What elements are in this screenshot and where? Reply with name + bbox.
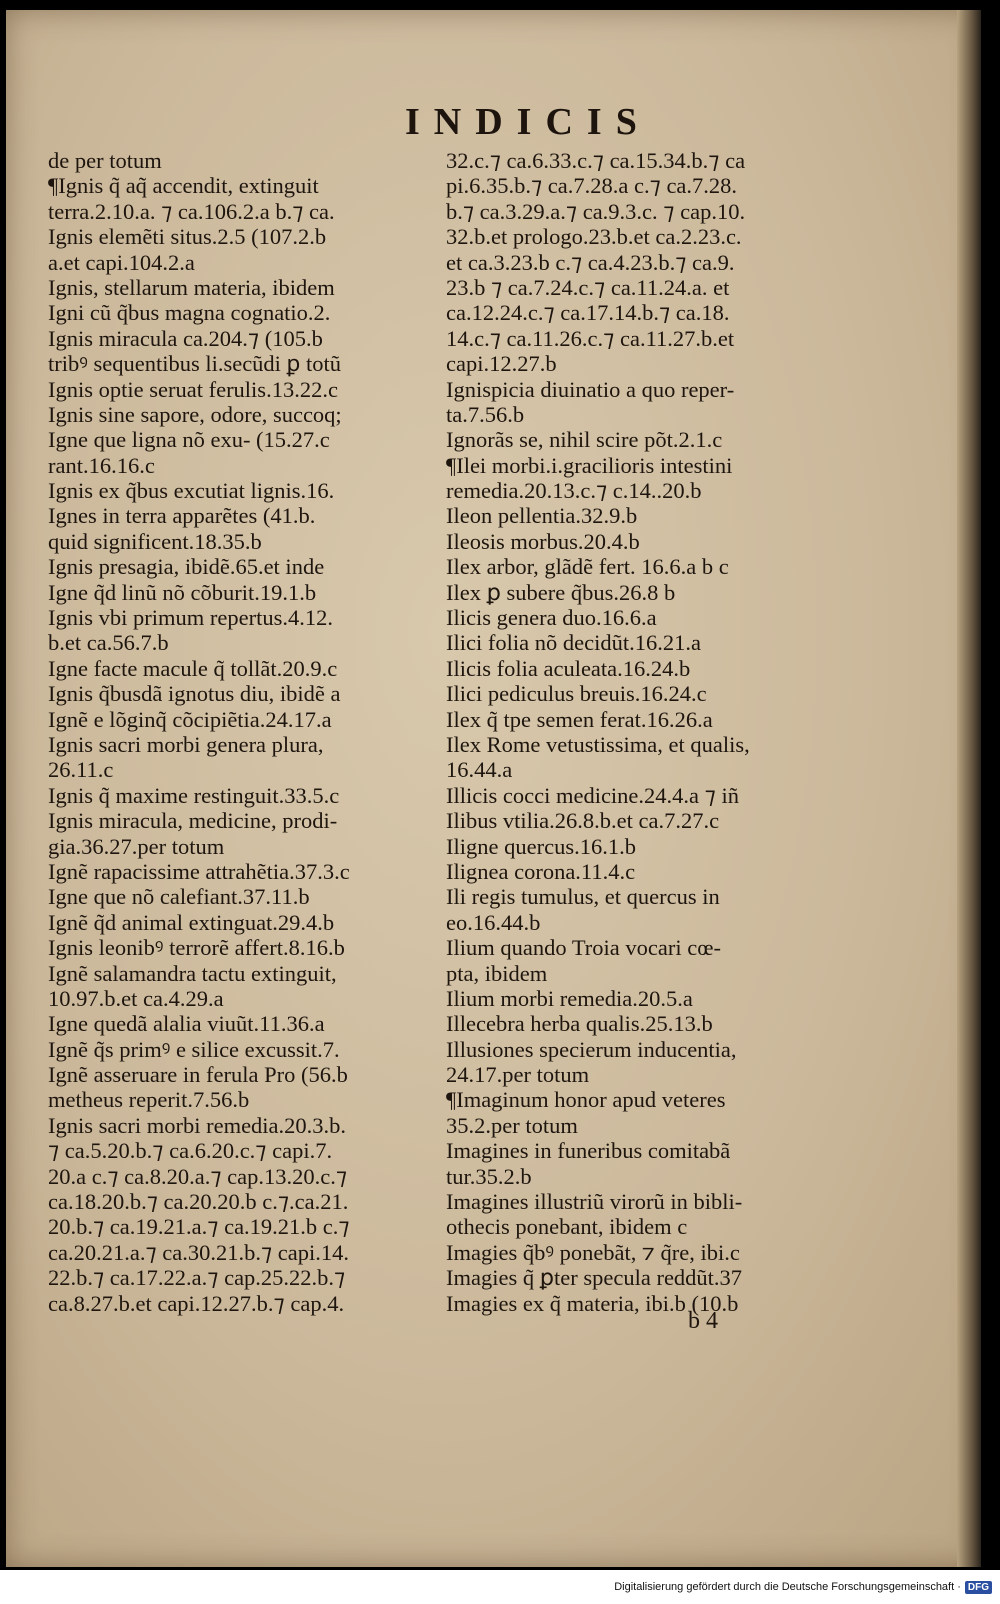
index-entry-line: ¶Ignis q̃ aq̃ accendit, extinguit [48, 173, 319, 199]
index-entry-line: Ignis sacri morbi genera plura, [48, 731, 324, 757]
index-entry-line: Imagies q̃ ꝑter specula reddũt.37 [446, 1265, 743, 1291]
page-heading: INDICIS [405, 101, 651, 143]
index-entry-line: b.⁊ ca.3.29.a.⁊ ca.9.3.c. ⁊ cap.10. [446, 198, 746, 224]
index-entry-line: Illicis cocci medicine.24.4.a ⁊ iñ [446, 782, 739, 808]
index-entry-line: ca.12.24.c.⁊ ca.17.14.b.⁊ ca.18. [446, 300, 730, 326]
index-entry-line: ca.18.20.b.⁊ ca.20.20.b c.⁊.ca.21. [48, 1189, 349, 1215]
index-entry-line: Ignẽ asseruare in ferula Pro (56.b [48, 1062, 348, 1088]
index-entry-line: quid significent.18.35.b [48, 528, 262, 554]
index-entry-line: 10.97.b.et ca.4.29.a [48, 985, 224, 1011]
index-entry-line: Ignis q̃ maxime restinguit.33.5.c [48, 782, 340, 808]
footer-bar [0, 1570, 1000, 1604]
index-entry-line: Illecebra herba qualis.25.13.b [446, 1011, 713, 1037]
index-entry-line: Ignẽ rapacissime attrahẽtia.37.3.c [48, 858, 350, 884]
index-entry-line: Ignis sine sapore, odore, succoq; [48, 401, 342, 427]
index-entry-line: Igne quedã alalia viuũt.11.36.a [48, 1011, 325, 1037]
dfg-logo: DFG [965, 1581, 992, 1594]
index-entry-line: Iligne quercus.16.1.b [446, 833, 636, 859]
index-entry-line: Ileon pellentia.32.9.b [446, 503, 638, 529]
index-entry-line: tur.35.2.b [446, 1163, 532, 1189]
signature-mark: b 4 [688, 1308, 718, 1334]
index-entry-line: Imagies q̃bꝰ ponebãt, ⁊ q̃re, ibi.c [446, 1239, 740, 1265]
index-entry-line: tribꝰ sequentibus li.secũdi ꝑ totũ [48, 351, 342, 377]
index-entry-line: remedia.20.13.c.⁊ c.14..20.b [446, 478, 702, 504]
index-entry-line: metheus reperit.7.56.b [48, 1087, 250, 1113]
index-entry-line: Ilici pediculus breuis.16.24.c [446, 681, 707, 707]
page-gutter [957, 10, 981, 1567]
index-entry-line: ¶Imaginum honor apud veteres [446, 1087, 726, 1113]
index-entry-line: ta.7.56.b [446, 401, 525, 427]
index-entry-line: Ilex Rome vetustissima, et qualis, [446, 731, 750, 757]
index-entry-line: eo.16.44.b [446, 909, 541, 935]
index-entry-line: Igni cũ q̃bus magna cognatio.2. [48, 300, 331, 326]
index-entry-line: capi.12.27.b [446, 351, 557, 377]
index-entry-line: ca.8.27.b.et capi.12.27.b.⁊ cap.4. [48, 1290, 345, 1316]
index-entry-line: Ignis elemẽti situs.2.5 (107.2.b [48, 224, 327, 250]
index-entry-line: Ignẽ salamandra tactu extinguit, [48, 960, 337, 986]
index-entry-line: 23.b ⁊ ca.7.24.c.⁊ ca.11.24.a. et [446, 274, 730, 300]
index-entry-line: b.et ca.56.7.b [48, 630, 169, 656]
index-entry-line: Ignis sacri morbi remedia.20.3.b. [48, 1112, 347, 1138]
index-entry-line: 24.17.per totum [446, 1062, 590, 1088]
index-entry-line: Ignispicia diuinatio a quo reper- [446, 376, 735, 402]
index-entry-line: Ilici folia nõ decidũt.16.21.a [446, 630, 701, 656]
index-entry-line: 32.b.et prologo.23.b.et ca.2.23.c. [446, 224, 742, 250]
index-entry-line: Ileosis morbus.20.4.b [446, 528, 640, 554]
index-entry-line: 20.b.⁊ ca.19.21.a.⁊ ca.19.21.b c.⁊ [48, 1214, 350, 1240]
index-entry-line: gia.36.27.per totum [48, 833, 225, 859]
index-entry-line: rant.16.16.c [48, 452, 155, 478]
index-entry-line: 35.2.per totum [446, 1112, 578, 1138]
index-entry-line: Ilex arbor, glãdẽ fert. 16.6.a b c [446, 554, 729, 580]
index-entry-line: Imagines illustriũ virorũ in bibli- [446, 1189, 743, 1215]
index-entry-line: Ili regis tumulus, et quercus in [446, 884, 720, 910]
index-entry-line: terra.2.10.a. ⁊ ca.106.2.a b.⁊ ca. [48, 198, 335, 224]
index-entry-line: Ilium morbi remedia.20.5.a [446, 985, 693, 1011]
index-entry-line: Ignis ex q̃bus excutiat lignis.16. [48, 478, 335, 504]
index-entry-line: Ignis leonibꝰ terrorẽ affert.8.16.b [48, 935, 345, 961]
index-entry-line: Ignis optie seruat ferulis.13.22.c [48, 376, 338, 402]
index-entry-line: pta, ibidem [446, 960, 548, 986]
index-entry-line: Ignẽ q̃s primꝰ e silice excussit.7. [48, 1036, 340, 1062]
index-entry-line: Ignis, stellarum materia, ibidem [48, 274, 335, 300]
index-entry-line: Igne facte macule q̃ tollãt.20.9.c [48, 655, 338, 681]
index-entry-line: ca.20.21.a.⁊ ca.30.21.b.⁊ capi.14. [48, 1239, 350, 1265]
index-entry-line: ⁊ ca.5.20.b.⁊ ca.6.20.c.⁊ capi.7. [48, 1138, 333, 1164]
left-column [48, 148, 438, 1316]
index-entry-line: Ilex ꝑ subere q̃bus.26.8 b [446, 579, 676, 605]
index-entry-line: et ca.3.23.b c.⁊ ca.4.23.b.⁊ ca.9. [446, 249, 735, 275]
index-entry-line: Ilium quando Troia vocari cœ- [446, 935, 721, 961]
index-entry-line: 14.c.⁊ ca.11.26.c.⁊ ca.11.27.b.et [446, 325, 735, 351]
index-entry-line: othecis ponebant, ibidem c [446, 1214, 688, 1240]
index-entry-line: Ignorãs se, nihil scire põt.2.1.c [446, 427, 723, 453]
index-entry-line: de per totum [48, 148, 162, 173]
index-entry-line: Ignis miracula ca.204.⁊ (105.b [48, 325, 323, 351]
index-entry-line: Illusiones specierum inducentia, [446, 1036, 737, 1062]
index-entry-line: 20.a c.⁊ ca.8.20.a.⁊ cap.13.20.c.⁊ [48, 1163, 348, 1189]
index-entry-line: 22.b.⁊ ca.17.22.a.⁊ cap.25.22.b.⁊ [48, 1265, 346, 1291]
right-column [446, 148, 846, 1316]
index-entry-line: 16.44.a [446, 757, 513, 783]
index-entry-line: Ignis miracula, medicine, prodi- [48, 808, 338, 834]
index-entry-line: Ignẽ q̃d animal extinguat.29.4.b [48, 909, 335, 935]
index-entry-line: Ilicis folia aculeata.16.24.b [446, 655, 691, 681]
index-entry-line: Imagies ex q̃ materia, ibi.b (10.b [446, 1290, 739, 1316]
index-entry-line: Ignis vbi primum repertus.4.12. [48, 605, 333, 631]
index-entry-line: pi.6.35.b.⁊ ca.7.28.a c.⁊ ca.7.28. [446, 173, 738, 199]
index-entry-line: Ilibus vtilia.26.8.b.et ca.7.27.c [446, 808, 720, 834]
index-entry-line: a.et capi.104.2.a [48, 249, 195, 275]
index-entry-line: Ignẽ e lõginq̃ cõcipiẽtia.24.17.a [48, 706, 332, 732]
index-entry-line: Ignis q̃busdã ignotus diu, ibidẽ a [48, 681, 341, 707]
index-entry-line: Igne que ligna nõ exu- (15.27.c [48, 427, 330, 453]
index-entry-line: 26.11.c [48, 757, 114, 783]
index-entry-line: Imagines in funeribus comitabã [446, 1138, 731, 1164]
index-entry-line: Ilicis genera duo.16.6.a [446, 605, 657, 631]
index-entry-line: Ignes in terra apparẽtes (41.b. [48, 503, 316, 529]
index-entry-line: Ilignea corona.11.4.c [446, 858, 636, 884]
index-entry-line: Ilex q̃ tpe semen ferat.16.26.a [446, 706, 713, 732]
footer-text: Digitalisierung gefördert durch die Deutsche Forschungsgemeinschaft · [614, 1581, 961, 1593]
index-entry-line: ¶Ilei morbi.i.gracilioris intestini [446, 452, 733, 478]
index-entry-line: Igne q̃d linũ nõ cõburit.19.1.b [48, 579, 317, 605]
index-entry-line: Ignis presagia, ibidẽ.65.et inde [48, 554, 325, 580]
index-entry-line: Igne que nõ calefiant.37.11.b [48, 884, 310, 910]
index-entry-line: 32.c.⁊ ca.6.33.c.⁊ ca.15.34.b.⁊ ca [446, 148, 746, 173]
